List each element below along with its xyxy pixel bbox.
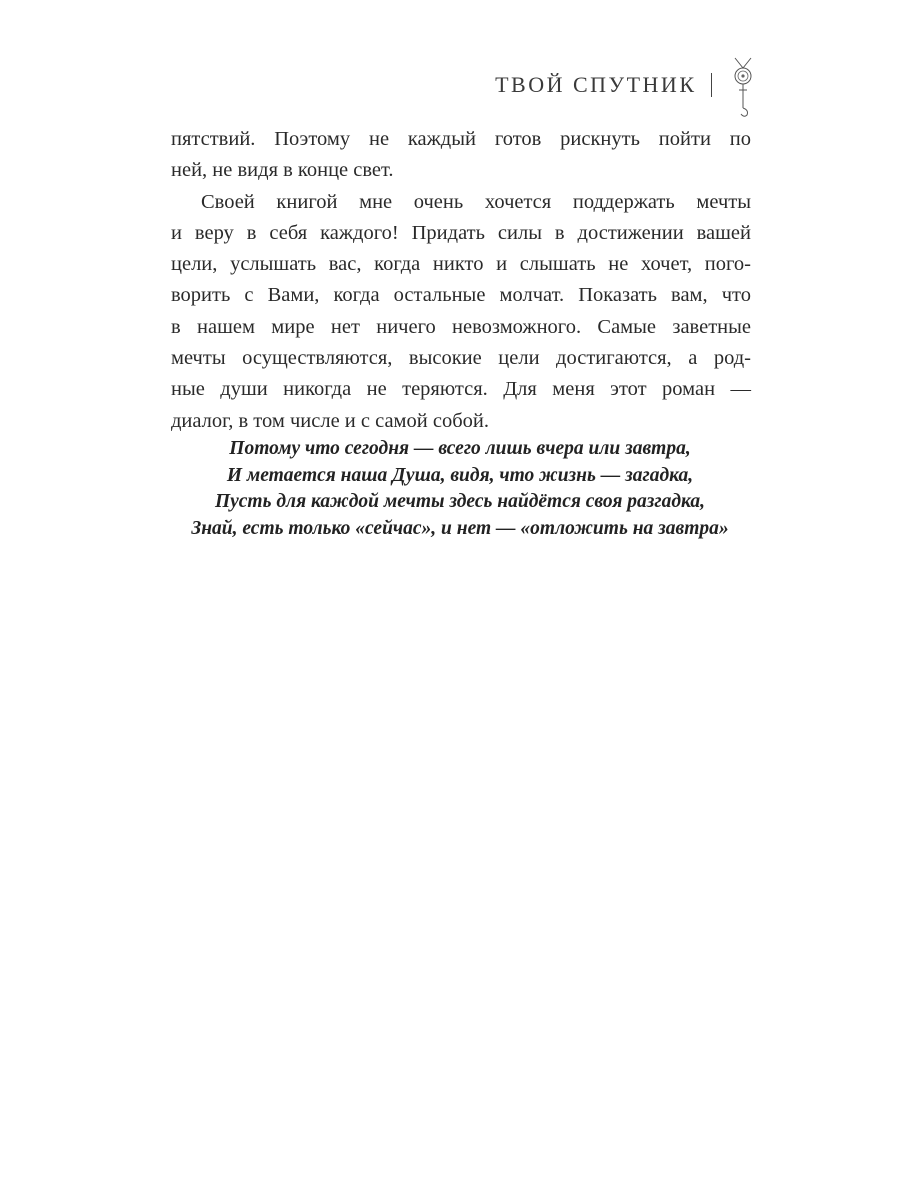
body-text xyxy=(171,124,751,437)
header-divider xyxy=(711,73,713,97)
body-line: ворить с Вами, когда остальные молчат. Показать вам, что xyxy=(171,284,751,307)
poem-line: Знай, есть только «сейчас», и нет — «отложить на завтра» xyxy=(191,517,729,539)
poem-line: Пусть для каждой мечты здесь найдётся своя разгадка, xyxy=(214,491,706,512)
body-line: в нашем мире нет ничего невозможного. Самые заветные xyxy=(171,315,751,338)
amulet-ornament-icon xyxy=(730,54,756,120)
body-line: ные души никогда не теряются. Для меня этот роман — xyxy=(171,378,751,401)
poem-line: Потому что сегодня — всего лишь вчера или завтра, xyxy=(229,438,691,459)
body-line: ней, не видя в конце свет. xyxy=(171,159,394,182)
body-line: диалог, в том числе и с самой собой. xyxy=(171,409,490,432)
poem-line: И метается наша Душа, видя, что жизнь — загадка, xyxy=(226,464,694,486)
body-line: и веру в себя каждого! Придать силы в достижении вашей xyxy=(171,221,751,244)
body-line: цели, услышать вас, когда никто и слышать не хочет, пого- xyxy=(171,253,751,276)
running-title: ТВОЙ СПУТНИК xyxy=(495,72,697,97)
running-header xyxy=(495,72,748,98)
poem-stanza xyxy=(150,436,770,542)
body-line: пятствий. Поэтому не каждый готов рискнуть пойти по xyxy=(171,128,751,150)
body-line: Своей книгой мне очень хочется поддержать мечты xyxy=(201,190,751,213)
body-line: мечты осуществляются, высокие цели достигаются, а род- xyxy=(171,347,751,370)
